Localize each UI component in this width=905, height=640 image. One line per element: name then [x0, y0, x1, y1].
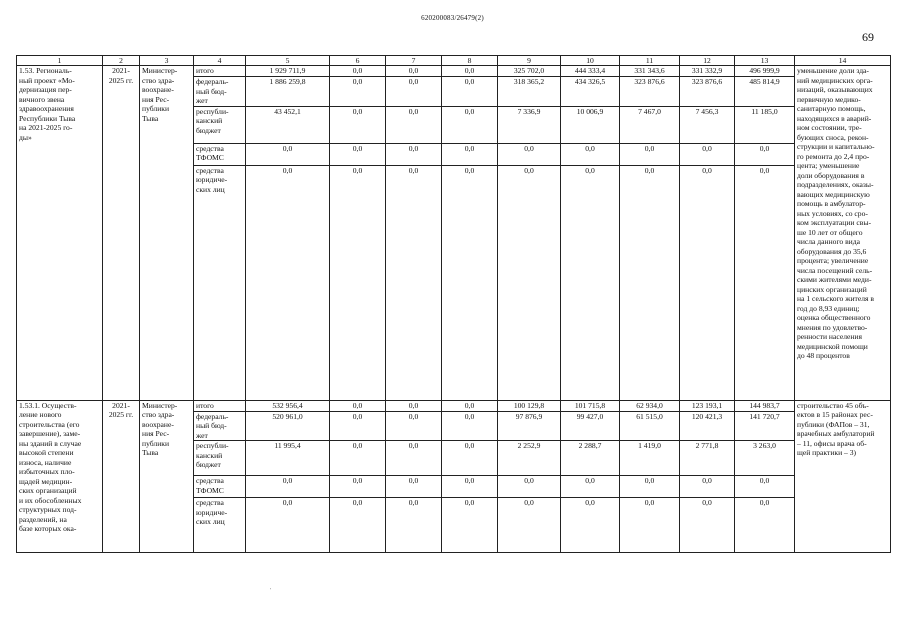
amount-cell: 0,0 — [330, 106, 386, 143]
funding-source: средства ТФОМС — [194, 143, 246, 165]
funding-source: итого — [194, 400, 246, 411]
event-name: 1.53.1. Осуществ- ление нового строительства (его завершение), заме- ны зданий в случае высокой степени износа, наличие избыточных пло- щадей медицин- ских организаций и их обособленных структурных под- разделений, на базе которых ока- — [17, 400, 103, 553]
col-number: 11 — [620, 56, 680, 66]
amount-cell: 141 720,7 — [735, 411, 795, 441]
amount-cell: 99 427,0 — [561, 411, 620, 441]
col-number: 2 — [103, 56, 140, 66]
col-number: 13 — [735, 56, 795, 66]
amount-cell: 434 326,5 — [561, 77, 620, 107]
amount-cell: 0,0 — [442, 77, 498, 107]
amount-cell: 0,0 — [330, 400, 386, 411]
executor: Министер- ство здра- воохране- ния Рес- публики Тыва — [140, 400, 194, 553]
amount-cell: 0,0 — [386, 106, 442, 143]
table-row — [17, 66, 891, 77]
amount-cell: 532 956,4 — [246, 400, 330, 411]
amount-cell: 1 886 259,8 — [246, 77, 330, 107]
amount-cell: 2 288,7 — [561, 441, 620, 476]
amount-cell: 11 995,4 — [246, 441, 330, 476]
amount-cell: 2 771,8 — [680, 441, 735, 476]
budget-table — [16, 55, 891, 553]
amount-cell: 0,0 — [330, 165, 386, 400]
col-number: 3 — [140, 56, 194, 66]
amount-cell: 0,0 — [680, 165, 735, 400]
amount-cell: 0,0 — [386, 400, 442, 411]
col-number: 8 — [442, 56, 498, 66]
amount-cell: 496 999,9 — [735, 66, 795, 77]
amount-cell: 7 456,3 — [680, 106, 735, 143]
amount-cell: 0,0 — [442, 165, 498, 400]
funding-source: средства юридиче- ских лиц — [194, 498, 246, 553]
amount-cell: 0,0 — [620, 476, 680, 498]
amount-cell: 444 333,4 — [561, 66, 620, 77]
col-number: 6 — [330, 56, 386, 66]
funding-source: итого — [194, 66, 246, 77]
amount-cell: 323 876,6 — [680, 77, 735, 107]
amount-cell: 0,0 — [246, 476, 330, 498]
amount-cell: 7 336,9 — [498, 106, 561, 143]
amount-cell: 0,0 — [442, 476, 498, 498]
amount-cell: 0,0 — [680, 498, 735, 553]
amount-cell: 0,0 — [620, 143, 680, 165]
amount-cell: 0,0 — [386, 411, 442, 441]
amount-cell: 0,0 — [386, 476, 442, 498]
amount-cell: 0,0 — [735, 476, 795, 498]
col-number: 5 — [246, 56, 330, 66]
funding-source: средства юридиче- ских лиц — [194, 165, 246, 400]
amount-cell: 0,0 — [498, 476, 561, 498]
amount-cell: 0,0 — [386, 165, 442, 400]
amount-cell: 0,0 — [330, 441, 386, 476]
amount-cell: 0,0 — [735, 143, 795, 165]
funding-source: федераль- ный бюд- жет — [194, 411, 246, 441]
scan-mark: ' — [270, 588, 272, 594]
expected-result: уменьшение доли зда- ний медицинских орга- низаций, оказывающих первичную медико- санитарную помощь, находящихся в аварий- ном состоянии, тре- бующих сноса, рекон- струкции и капитально- го ремонта до 2,4 про- цента; уменьшение доли оборудования в подразделениях, оказы- вающих медицинскую помощь в амбулатор- ных условиях, со сро- ком эксплуатации свы- ше 10 лет от общего числа данного вида оборудования до 35,6 процента; увеличение числа посещений сель- скими жителями меди- цинских организаций на 1 сельского жителя в год до 8,93 единиц; оценка общественного мнения по удовлетво- ренности населения медицинской помощи до 48 процентов — [795, 66, 891, 401]
amount-cell: 0,0 — [498, 143, 561, 165]
amount-cell: 0,0 — [442, 66, 498, 77]
amount-cell: 0,0 — [620, 498, 680, 553]
amount-cell: 3 263,0 — [735, 441, 795, 476]
amount-cell: 0,0 — [330, 476, 386, 498]
amount-cell: 331 332,9 — [680, 66, 735, 77]
amount-cell: 0,0 — [246, 143, 330, 165]
amount-cell: 323 876,6 — [620, 77, 680, 107]
col-number: 7 — [386, 56, 442, 66]
amount-cell: 120 421,3 — [680, 411, 735, 441]
amount-cell: 0,0 — [498, 498, 561, 553]
amount-cell: 0,0 — [442, 411, 498, 441]
amount-cell: 0,0 — [386, 77, 442, 107]
amount-cell: 2 252,9 — [498, 441, 561, 476]
amount-cell: 0,0 — [330, 66, 386, 77]
document-id: 620200083/26479(2) — [421, 14, 484, 22]
implementation-period: 2021- 2025 гг. — [103, 400, 140, 553]
amount-cell: 485 814,9 — [735, 77, 795, 107]
col-number: 1 — [17, 56, 103, 66]
col-number: 4 — [194, 56, 246, 66]
amount-cell: 101 715,8 — [561, 400, 620, 411]
funding-source: республи- канский бюджет — [194, 106, 246, 143]
amount-cell: 0,0 — [442, 143, 498, 165]
column-number-row — [17, 56, 891, 66]
table-row — [17, 400, 891, 411]
amount-cell: 0,0 — [442, 400, 498, 411]
amount-cell: 1 419,0 — [620, 441, 680, 476]
amount-cell: 0,0 — [330, 77, 386, 107]
amount-cell: 0,0 — [330, 498, 386, 553]
funding-source: средства ТФОМС — [194, 476, 246, 498]
amount-cell: 10 006,9 — [561, 106, 620, 143]
amount-cell: 0,0 — [246, 498, 330, 553]
col-number: 10 — [561, 56, 620, 66]
amount-cell: 318 365,2 — [498, 77, 561, 107]
expected-result: строительство 45 объ- ектов в 15 районах рес- публики (ФАПов – 31, врачебных амбулаторий – 11, офисы врача об- щей практики – 3) — [795, 400, 891, 553]
amount-cell: 0,0 — [442, 441, 498, 476]
funding-source: республи- канский бюджет — [194, 441, 246, 476]
amount-cell: 0,0 — [386, 66, 442, 77]
amount-cell: 43 452,1 — [246, 106, 330, 143]
col-number: 9 — [498, 56, 561, 66]
amount-cell: 0,0 — [561, 498, 620, 553]
amount-cell: 0,0 — [620, 165, 680, 400]
amount-cell: 123 193,1 — [680, 400, 735, 411]
amount-cell: 331 343,6 — [620, 66, 680, 77]
amount-cell: 62 934,0 — [620, 400, 680, 411]
amount-cell: 0,0 — [442, 498, 498, 553]
funding-source: федераль- ный бюд- жет — [194, 77, 246, 107]
amount-cell: 0,0 — [386, 498, 442, 553]
amount-cell: 0,0 — [246, 165, 330, 400]
executor: Министер- ство здра- воохране- ния Рес- публики Тыва — [140, 66, 194, 401]
amount-cell: 520 961,0 — [246, 411, 330, 441]
amount-cell: 97 876,9 — [498, 411, 561, 441]
amount-cell: 144 983,7 — [735, 400, 795, 411]
amount-cell: 0,0 — [561, 165, 620, 400]
implementation-period: 2021- 2025 гг. — [103, 66, 140, 401]
col-number: 12 — [680, 56, 735, 66]
amount-cell: 61 515,0 — [620, 411, 680, 441]
amount-cell: 0,0 — [735, 165, 795, 400]
amount-cell: 0,0 — [386, 441, 442, 476]
amount-cell: 0,0 — [680, 476, 735, 498]
amount-cell: 7 467,0 — [620, 106, 680, 143]
col-number: 14 — [795, 56, 891, 66]
amount-cell: 0,0 — [735, 498, 795, 553]
amount-cell: 0,0 — [561, 143, 620, 165]
amount-cell: 0,0 — [498, 165, 561, 400]
amount-cell: 325 702,0 — [498, 66, 561, 77]
amount-cell: 1 929 711,9 — [246, 66, 330, 77]
event-name: 1.53. Региональ- ный проект «Мо- дернизация пер- вичного звена здравоохранения Республики Тыва на 2021-2025 го- ды» — [17, 66, 103, 401]
amount-cell: 11 185,0 — [735, 106, 795, 143]
amount-cell: 0,0 — [680, 143, 735, 165]
amount-cell: 0,0 — [442, 106, 498, 143]
page-number: 69 — [862, 30, 874, 44]
amount-cell: 0,0 — [330, 143, 386, 165]
amount-cell: 0,0 — [561, 476, 620, 498]
amount-cell: 0,0 — [330, 411, 386, 441]
amount-cell: 0,0 — [386, 143, 442, 165]
amount-cell: 100 129,8 — [498, 400, 561, 411]
